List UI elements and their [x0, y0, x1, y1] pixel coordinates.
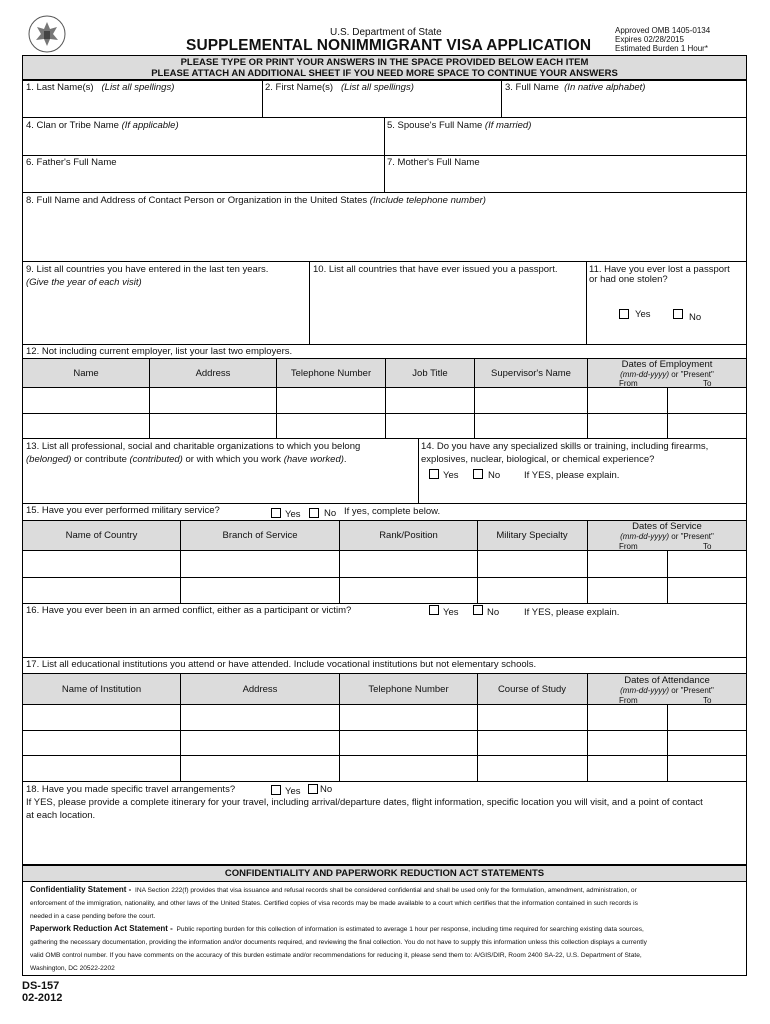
q9-label: 9. List all countries you have entered in the last ten years.	[26, 264, 269, 275]
q17-col-telephone: Telephone Number	[368, 684, 449, 695]
q14-no-label: No	[488, 470, 501, 481]
form-revision-date: 02-2012	[22, 992, 63, 1004]
q15-dates-from: From	[619, 542, 638, 551]
q17-col-institution: Name of Institution	[61, 684, 142, 695]
paperwork-statement-line-2: gathering the necessary documentation, providing the information and/or documents required, and reviewing the final collection. You do not have to supply this information unless this collection displays a currently	[30, 939, 647, 946]
q3-label: 3. Full Name (In native alphabet)	[505, 82, 646, 93]
q17-dates-from: From	[619, 696, 638, 705]
confidentiality-statement-line-1: Confidentiality Statement - INA Section 222(f) provides that visa issuance and refusal records shall be considered confidential and shall be used only for the formulation, amendment, administration, or	[30, 885, 637, 894]
q18-yes-label: Yes	[285, 786, 301, 797]
q11-label-line-1: 11. Have you ever lost a passport	[589, 264, 730, 275]
form-number: DS-157	[22, 980, 60, 992]
q15-service-row-1[interactable]	[23, 552, 746, 577]
q10-label: 10. List all countries that have ever issued you a passport.	[313, 264, 558, 275]
q17-institution-row-3[interactable]	[23, 756, 746, 781]
q15-yes-checkbox[interactable]	[271, 508, 281, 518]
confidentiality-heading: CONFIDENTIALITY AND PAPERWORK REDUCTION ACT STATEMENTS	[224, 868, 545, 879]
q13-label-line-1: 13. List all professional, social and charitable organizations to which you belong	[26, 441, 361, 452]
q16-explain-label: If YES, please explain.	[524, 607, 620, 618]
q18-instructions-line-1: If YES, please provide a complete itinerary for your travel, including arrival/departure dates, flight information, specific location you will visit, and a point of contact	[26, 797, 703, 808]
q14-explain-label: If YES, please explain.	[524, 470, 620, 481]
omb-number: Approved OMB 1405-0134	[615, 26, 711, 35]
q5-label: 5. Spouse's Full Name (If married)	[387, 120, 532, 131]
q15-no-label: No	[324, 508, 337, 519]
q11-label-line-2: or had one stolen?	[589, 274, 668, 285]
q12-dates-from: From	[619, 379, 638, 388]
q11-no-label: No	[689, 312, 702, 323]
instructions-line-1: PLEASE TYPE OR PRINT YOUR ANSWERS IN THE SPACE PROVIDED BELOW EACH ITEM	[180, 57, 589, 68]
q15-col-country: Name of Country	[65, 530, 138, 541]
form-title: SUPPLEMENTAL NONIMMIGRANT VISA APPLICATION	[186, 37, 592, 54]
q11-yes-label: Yes	[635, 309, 651, 320]
q12-dates-format: (mm-dd-yyyy) or "Present"	[620, 370, 714, 379]
q1-label: 1. Last Name(s) (List all spellings)	[26, 82, 175, 93]
confidentiality-statement-line-2: enforcement of the immigration, nationality, and other laws of the United States. Certified copies of visa records may be made available to a court which certifies that the information contained in such records is	[30, 900, 638, 907]
q12-employer-row-2[interactable]	[23, 414, 746, 438]
q15-yes-label: Yes	[285, 509, 301, 520]
q17-institution-row-1[interactable]	[23, 706, 746, 730]
q6-label: 6. Father's Full Name	[26, 157, 117, 168]
q12-col-address: Address	[195, 368, 231, 379]
q13-label-line-2: (belonged) or contribute (contributed) or with which you work (have worked).	[26, 454, 347, 465]
q7-label: 7. Mother's Full Name	[387, 157, 480, 168]
travel-itinerary-field[interactable]	[23, 824, 746, 865]
q18-label: 18. Have you made specific travel arrangements?	[26, 784, 236, 795]
q14-yes-checkbox[interactable]	[429, 469, 439, 479]
q18-instructions-line-2: at each location.	[26, 810, 96, 821]
q8-label: 8. Full Name and Address of Contact Person or Organization in the United States (Include telephone number)	[26, 195, 486, 206]
q15-col-specialty: Military Specialty	[496, 530, 568, 541]
q16-yes-label: Yes	[443, 607, 459, 618]
q11-no-checkbox[interactable]	[673, 309, 683, 319]
q14-yes-label: Yes	[443, 470, 459, 481]
q16-no-checkbox[interactable]	[473, 605, 483, 615]
q18-no-label: No	[320, 784, 333, 795]
q15-label: 15. Have you ever performed military service?	[26, 505, 220, 516]
q2-label: 2. First Name(s) (List all spellings)	[265, 82, 414, 93]
confidentiality-statement-line-3: needed in a case pending before the court.	[30, 913, 156, 920]
q16-yes-checkbox[interactable]	[429, 605, 439, 615]
q11-yes-checkbox[interactable]	[619, 309, 629, 319]
q9-hint: (Give the year of each visit)	[26, 277, 142, 288]
q15-col-branch: Branch of Service	[222, 530, 298, 541]
q15-dates-format: (mm-dd-yyyy) or "Present"	[620, 532, 714, 541]
q12-dates-to: To	[703, 379, 712, 388]
paperwork-statement-line-3: valid OMB control number. If you have comments on the accuracy of this burden estimate and/or recommendations for reducing it, please send them to: A/GIS/DIR, Room 2400 SA-22, U.S. Department of State,	[30, 952, 642, 959]
q17-col-course: Course of Study	[497, 684, 567, 695]
expiration-date: Expires 02/28/2015	[615, 35, 684, 44]
q18-yes-checkbox[interactable]	[271, 785, 281, 795]
q17-col-address: Address	[242, 684, 278, 695]
q15-col-rank: Rank/Position	[379, 530, 438, 541]
confidentiality-heading-bar	[22, 865, 747, 882]
q16-label: 16. Have you ever been in an armed conflict, either as a participant or victim?	[26, 605, 352, 616]
q17-dates-format: (mm-dd-yyyy) or "Present"	[620, 686, 714, 695]
state-department-seal-icon	[27, 14, 67, 54]
paperwork-statement-line-1: Paperwork Reduction Act Statement - Public reporting burden for this collection of information is estimated to average 1 hour per response, including time required for searching existing data sources,	[30, 924, 644, 933]
q14-label-line-2: explosives, nuclear, biological, or chemical experience?	[421, 454, 655, 465]
q15-dates-title: Dates of Service	[632, 521, 702, 532]
q17-dates-title: Dates of Attendance	[624, 675, 710, 686]
q15-no-checkbox[interactable]	[309, 508, 319, 518]
q12-employer-row-1[interactable]	[23, 389, 746, 413]
department-name: U.S. Department of State	[330, 27, 442, 38]
q16-no-label: No	[487, 607, 500, 618]
paperwork-statement-line-4: Washington, DC 20522-2202	[30, 965, 115, 972]
armed-conflict-explanation-field[interactable]	[23, 620, 746, 657]
q12-col-name: Name	[73, 368, 99, 379]
q12-col-telephone: Telephone Number	[290, 368, 372, 379]
q15-complete-label: If yes, complete below.	[344, 506, 441, 517]
q17-institution-row-2[interactable]	[23, 731, 746, 755]
q12-col-job-title: Job Title	[412, 368, 448, 379]
q12-label: 12. Not including current employer, list your last two employers.	[26, 346, 293, 357]
q17-label: 17. List all educational institutions you attend or have attended. Include vocational institutions but not elementary schools.	[26, 659, 537, 670]
q18-no-checkbox[interactable]	[308, 784, 318, 794]
q15-dates-to: To	[703, 542, 712, 551]
q14-no-checkbox[interactable]	[473, 469, 483, 479]
instructions-banner	[22, 55, 747, 80]
instructions-line-2: PLEASE ATTACH AN ADDITIONAL SHEET IF YOU NEED MORE SPACE TO CONTINUE YOUR ANSWERS	[151, 68, 618, 79]
q14-label-line-1: 14. Do you have any specialized skills or training, including firearms,	[421, 441, 709, 452]
q15-service-row-2[interactable]	[23, 578, 746, 603]
estimated-burden: Estimated Burden 1 Hour*	[615, 44, 708, 53]
q12-dates-title: Dates of Employment	[621, 359, 713, 370]
q4-label: 4. Clan or Tribe Name (If applicable)	[26, 120, 179, 131]
q12-col-supervisor: Supervisor's Name	[491, 368, 571, 379]
q17-dates-to: To	[703, 696, 712, 705]
